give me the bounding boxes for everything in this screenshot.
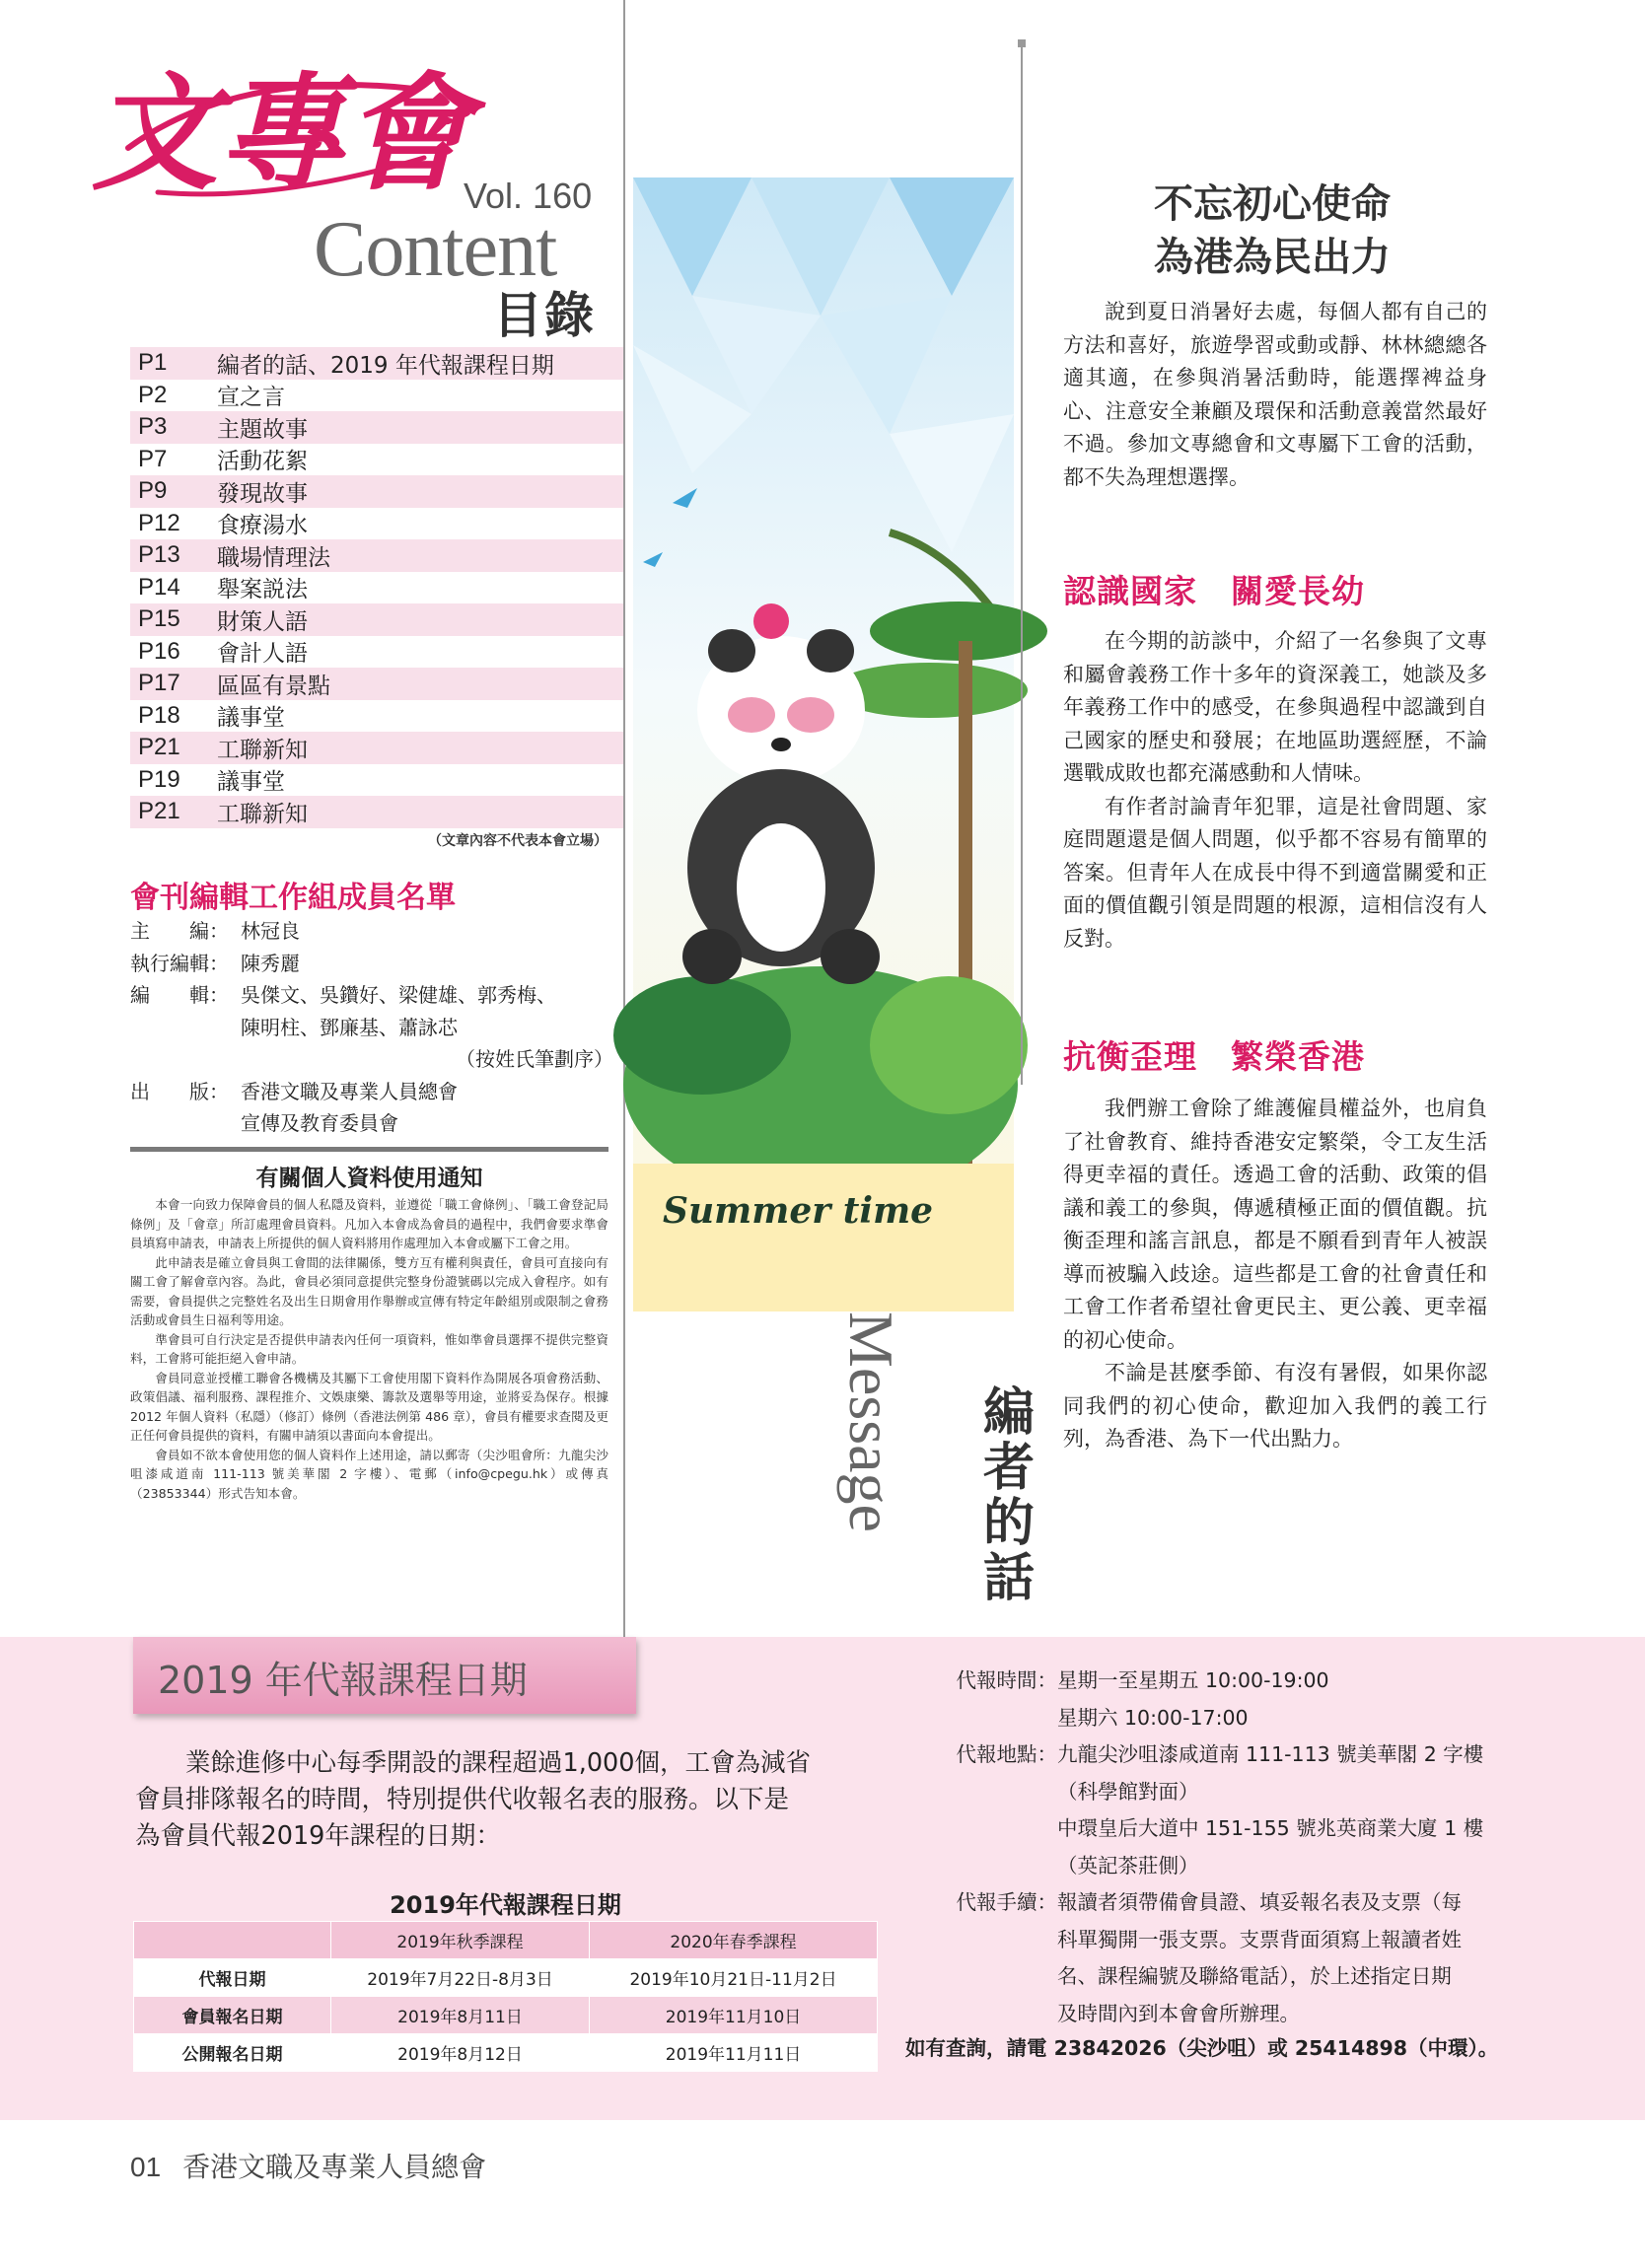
publisher: 香港文職及專業人員總會 <box>241 1079 458 1103</box>
logo-text: 文專會 <box>91 60 471 208</box>
info-label: 代報手續： <box>956 1890 1057 1914</box>
toc-page: P21 <box>138 734 180 761</box>
logo <box>91 30 471 217</box>
toc-page: P13 <box>138 541 180 569</box>
toc-title: 會計人語 <box>217 641 308 668</box>
exec-editor: 陳秀麗 <box>241 951 300 975</box>
toc-title: 編者的話、2019 年代報課程日期 <box>217 352 554 379</box>
toc-title: 食療湯水 <box>217 513 308 539</box>
toc-title: 工聯新知 <box>217 801 308 827</box>
privacy-paragraph: 準會員可自行決定是否提供申請表內任何一項資料，惟如準會員選擇不提供完整資料，工會將可能拒絕入會申請。 <box>130 1331 608 1366</box>
info-value: （科學館對面） <box>1057 1779 1199 1804</box>
course-section-title: 2019 年代報課程日期 <box>158 1659 528 1702</box>
toc-item[interactable] <box>130 700 623 733</box>
toc-item[interactable] <box>130 764 623 797</box>
course-intro <box>135 1745 885 1855</box>
toc-item[interactable] <box>130 796 623 828</box>
toc-page: P2 <box>138 381 168 408</box>
toc-page: P21 <box>138 798 180 825</box>
column-divider <box>623 0 625 1637</box>
toc-title: 主題故事 <box>217 416 308 443</box>
table-row-header: 會員報名日期 <box>134 1997 331 2034</box>
toc-page: P7 <box>138 445 168 472</box>
toc-title: 工聯新知 <box>217 737 308 763</box>
summer-banner-illustration <box>633 177 1014 1311</box>
toc-title: 議事堂 <box>217 769 285 796</box>
table-of-contents <box>130 347 623 828</box>
toc-item[interactable] <box>130 603 623 636</box>
content-heading: Content <box>314 206 557 293</box>
privacy-paragraph: 會員同意並授權工聯會各機構及其屬下工會使用閣下資料作為開展各項會務活動、政策倡議、福利服務、課程推介、文娛康樂、籌款及選舉等用途，並將妥為保存。根據 2012 年個人資料（私隱）（修訂）條例（香港法例第 486 章），會員有權要求查閱及更正任何會員提供的資料，有關申請須以書面向本會提出。 <box>130 1370 608 1443</box>
article-title <box>1045 177 1499 284</box>
table-header-row <box>134 1922 878 1959</box>
toc-title: 活動花絮 <box>217 449 308 475</box>
article-paragraph: 不論是甚麼季節、有沒有暑假，如果你認同我們的初心使命，歡迎加入我們的義工行列，為香港、為下一代出點力。 <box>1063 1361 1487 1451</box>
info-label: 代報時間： <box>956 1668 1057 1692</box>
article-section <box>1063 296 1487 494</box>
toc-title: 宣之言 <box>217 385 285 411</box>
exec-editor-label: 執行編輯： <box>130 951 229 975</box>
contents-heading-cn: 目錄 <box>493 287 596 344</box>
info-value: 報讀者須帶備會員證、填妥報名表及支票（每 <box>1057 1890 1462 1914</box>
editors-note-heading: 編者的話 <box>982 1383 1035 1608</box>
article-paragraph: 我們辦工會除了維護僱員權益外，也肩負了社會教育、維持香港安定繁榮，令工友生活得更幸福的責任。透過工會的活動、政策的倡議和義工的參與，傳遞積極正面的價值觀。抗衡歪理和謠言訊息，都是不願看到青年人被誤導而被騙入歧途。這些都是工會的社會責任和工會工作者希望社會更民主、更公義、更幸福的初心使命。 <box>1063 1097 1487 1352</box>
info-value: 科單獨開一張支票。支票背面須寫上報讀者姓 <box>1057 1927 1462 1951</box>
banner-caption: Summer time <box>663 1190 934 1232</box>
toc-item[interactable] <box>130 668 623 700</box>
toc-item[interactable] <box>130 347 623 380</box>
registration-info <box>947 1663 1509 2032</box>
privacy-notice-title: 有關個人資料使用通知 <box>255 1166 483 1191</box>
toc-item[interactable] <box>130 411 623 444</box>
toc-title: 議事堂 <box>217 705 285 732</box>
page-footer <box>130 2146 486 2185</box>
article-paragraph: 說到夏日消暑好去處，每個人都有自己的方法和喜好，旅遊學習或動或靜、林林總總各適其適，在參與消暑活動時，能選擇裨益身心、注意安全兼顧及環保和活動意義當然最好不過。參加文專總會和文專屬下工會的活動，都不失為理想選擇。 <box>1063 300 1487 489</box>
volume-number: Vol. 160 <box>464 176 593 216</box>
article-subheading: 認識國家 關愛長幼 <box>1063 572 1365 610</box>
table-cell: 2019年11月11日 <box>590 2034 878 2072</box>
course-intro-line: 業餘進修中心每季開設的課程超過1,000個，工會為減省 <box>185 1748 812 1778</box>
editors-label: 編 輯： <box>130 983 229 1007</box>
privacy-paragraph: 會員如不欲本會使用您的個人資料作上述用途，請以郵寄（尖沙咀會所：九龍尖沙咀漆咸道南 111-113 號美華閣 2 字樓）、電郵（info@cpegu.hk）或傳真（23853344）形式告知本會。 <box>130 1447 608 1501</box>
toc-item[interactable] <box>130 732 623 764</box>
article-title-line: 不忘初心使命 <box>1154 181 1391 227</box>
privacy-paragraph: 本會一向致力保障會員的個人私隱及資料，並遵從「職工會條例」、「職工會登記局條例」及「會章」所訂處理會員資料。凡加入本會成為會員的過程中，我們會要求準會員填寫申請表，申請表上所提供的個人資料將用作處理加入本會或屬下工會之用。 <box>130 1197 608 1250</box>
table-cell: 2019年7月22日-8月3日 <box>331 1959 590 1997</box>
info-value: 九龍尖沙咀漆咸道南 111-113 號美華閣 2 字樓 <box>1057 1742 1484 1766</box>
toc-page: P19 <box>138 765 180 793</box>
article-title-line: 為港為民出力 <box>1154 235 1391 280</box>
publisher-committee: 宣傳及教育委員會 <box>241 1111 398 1135</box>
privacy-divider <box>130 1147 608 1152</box>
toc-page: P16 <box>138 637 180 665</box>
editors-line: 陳明柱、鄧廉基、蕭詠芯 <box>241 1015 458 1039</box>
toc-item[interactable] <box>130 475 623 508</box>
toc-item[interactable] <box>130 572 623 604</box>
article-subheading: 抗衡歪理 繁榮香港 <box>1063 1037 1365 1076</box>
table-cell: 2019年11月10日 <box>590 1997 878 2034</box>
toc-item[interactable] <box>130 444 623 476</box>
toc-title: 財策人語 <box>217 608 308 635</box>
editors-order-note: （按姓氏筆劃序） <box>456 1047 613 1071</box>
toc-item[interactable] <box>130 380 623 412</box>
table-row <box>134 1959 878 1997</box>
toc-title: 區區有景點 <box>217 673 330 699</box>
editorial-team-list <box>130 915 613 1140</box>
info-label: 代報地點： <box>956 1742 1057 1766</box>
toc-item[interactable] <box>130 539 623 572</box>
article-section <box>1063 1093 1487 1456</box>
toc-page: P15 <box>138 605 180 633</box>
toc-page: P3 <box>138 413 168 441</box>
toc-disclaimer: （文章內容不代表本會立場） <box>428 833 608 849</box>
privacy-notice <box>130 1195 608 1503</box>
footer-org-name: 香港文職及專業人員總會 <box>182 2151 487 2183</box>
editorial-team-title: 會刊編輯工作組成員名單 <box>130 881 456 915</box>
table-cell: 2019年8月12日 <box>331 2034 590 2072</box>
table-cell: 2019年8月11日 <box>331 1997 590 2034</box>
table-row <box>134 1997 878 2034</box>
toc-page: P17 <box>138 670 180 697</box>
toc-title: 職場情理法 <box>217 544 330 571</box>
privacy-paragraph: 此申請表是確立會員與工會間的法律關係，雙方互有權利與責任，會員可直接向有關工會了解會章內容。為此，會員必須同意提供完整身份證號碼以完成入會程序。如有需要，會員提供之完整姓名及出生日期會用作舉辦或宣傳有特定年齡組別或限制之會務活動或會員生日福利等用途。 <box>130 1254 608 1327</box>
info-value: （英記茶莊側） <box>1057 1853 1199 1878</box>
table-row-header: 公開報名日期 <box>134 2034 331 2072</box>
enquiry-line: 如有查詢，請電 23842026（尖沙咀）或 25414898（中環）。 <box>905 2036 1499 2060</box>
table-cell: 2019年10月21日-11月2日 <box>590 1959 878 1997</box>
article-paragraph: 有作者討論青年犯罪，這是社會問題、家庭問題還是個人問題，似乎都不容易有簡單的答案。但青年人在成長中得不到適當關愛和正面的價值觀引領是問題的根源，這相信沒有人反對。 <box>1063 794 1487 951</box>
editors-line: 吳傑文、吳鑽好、梁健雄、郭秀梅、 <box>241 983 556 1007</box>
course-intro-line: 會員排隊報名的時間，特別提供代收報名表的服務。以下是 <box>135 1785 790 1814</box>
toc-item[interactable] <box>130 636 623 669</box>
info-value: 名、課程編號及聯絡電話），於上述指定日期 <box>1057 1964 1452 1988</box>
table-row-header: 代報日期 <box>134 1959 331 1997</box>
info-value: 星期六 10:00-17:00 <box>1057 1705 1249 1730</box>
info-value: 中環皇后大道中 151-155 號兆英商業大廈 1 樓 <box>1057 1816 1484 1840</box>
toc-page: P1 <box>138 349 168 377</box>
course-intro-line: 為會員代報2019年課程的日期： <box>135 1821 501 1851</box>
toc-page: P18 <box>138 701 180 729</box>
toc-title: 舉案説法 <box>217 577 308 603</box>
column-divider <box>1021 39 1023 1085</box>
toc-page: P9 <box>138 477 168 505</box>
page-number: 01 <box>130 2152 162 2182</box>
chief-editor-label: 主 編： <box>130 919 229 943</box>
table-column-header: 2020年春季課程 <box>590 1922 878 1959</box>
article-section <box>1063 625 1487 956</box>
info-value: 及時間內到本會會所辦理。 <box>1057 2001 1300 2025</box>
toc-page: P12 <box>138 509 180 536</box>
table-corner <box>134 1922 331 1959</box>
toc-title: 發現故事 <box>217 480 308 507</box>
chief-editor: 林冠良 <box>241 919 300 943</box>
publisher-label: 出 版： <box>130 1079 229 1103</box>
course-dates-table <box>133 1921 878 2072</box>
info-value: 星期一至星期五 10:00-19:00 <box>1057 1668 1329 1692</box>
table-row <box>134 2034 878 2072</box>
toc-page: P14 <box>138 573 180 601</box>
article-paragraph: 在今期的訪談中，介紹了一名參與了文專和屬會義務工作十多年的資深義工，她談及多年義務工作中的感受，在參與過程中認識到自己國家的歷史和發展；在地區助選經歷，不論選戰成敗也都充滿感動和人情味。 <box>1063 629 1487 785</box>
message-heading: Message <box>836 1311 906 1532</box>
table-column-header: 2019年秋季課程 <box>331 1922 590 1959</box>
course-table-title: 2019年代報課程日期 <box>390 1891 621 1919</box>
toc-item[interactable] <box>130 508 623 540</box>
